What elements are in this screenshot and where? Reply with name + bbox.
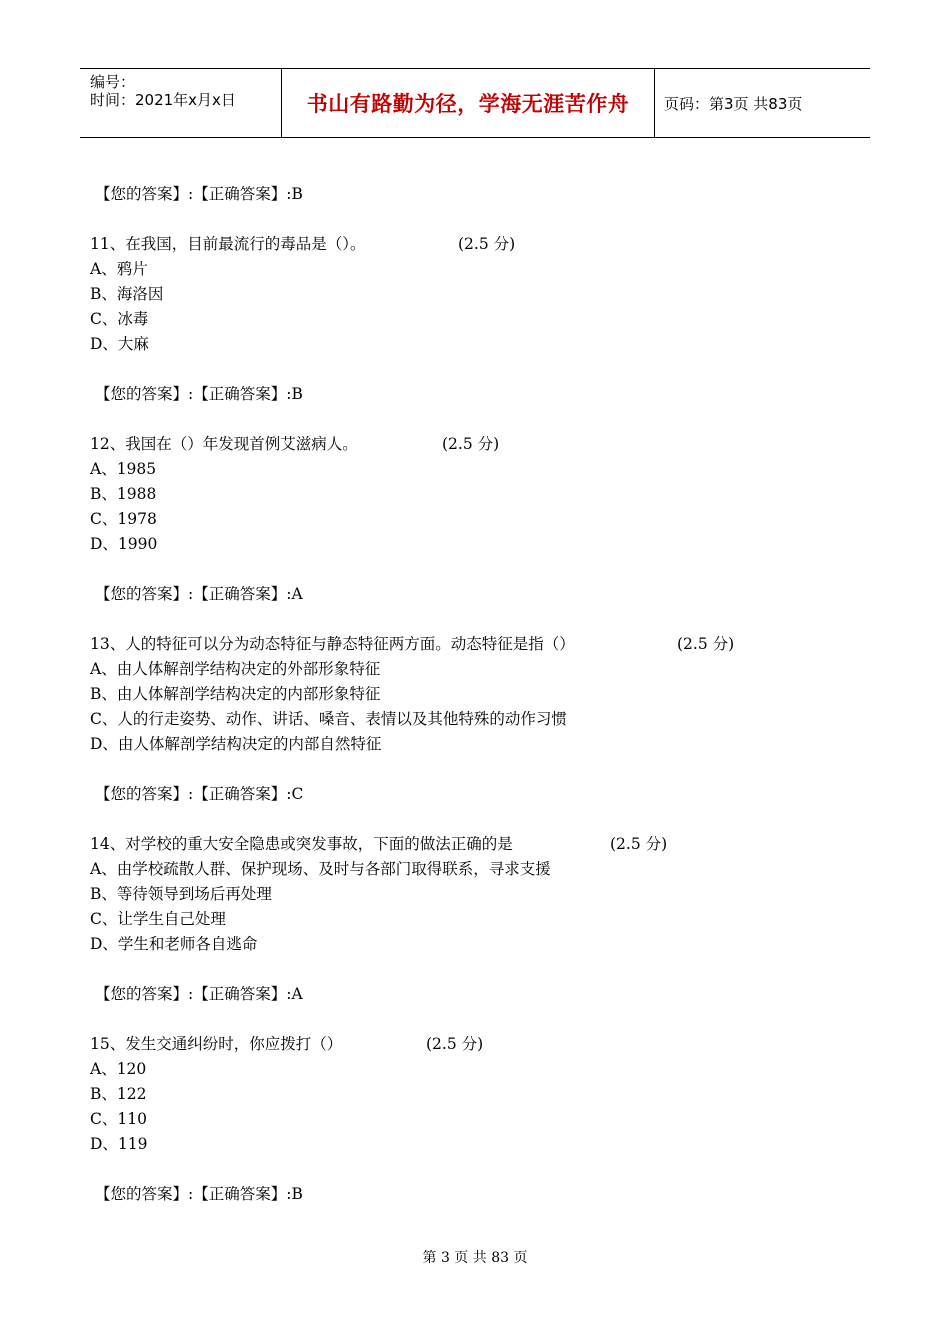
option-item: B、122 <box>90 1085 147 1103</box>
answer-line: 【您的答案】:【正确答案】:C <box>95 785 304 803</box>
question-list <box>90 182 870 1207</box>
question-text: 12、我国在（）年发现首例艾滋病人。 <box>90 435 358 453</box>
question-stem <box>90 1032 870 1057</box>
header-motto-cell <box>282 69 655 137</box>
page-header <box>80 68 870 138</box>
serial-number-label: 编号： <box>90 73 136 91</box>
option-item: A、120 <box>90 1060 147 1078</box>
option-item: A、由学校疏散人群、保护现场、及时与各部门取得联系，寻求支援 <box>90 860 551 878</box>
answer-line: 【您的答案】:【正确答案】:A <box>95 585 303 603</box>
question-stem <box>90 832 870 857</box>
option-item: C、冰毒 <box>90 310 149 328</box>
option-item: D、由人体解剖学结构决定的内部自然特征 <box>90 735 382 753</box>
footer-page-number: 第 3 页 共 83 页 <box>422 1250 528 1266</box>
answer-line: 【您的答案】:【正确答案】:A <box>95 985 303 1003</box>
page-info: 页码：第3页 共83页 <box>664 94 803 113</box>
question-text: 15、发生交通纠纷时，你应拨打（） <box>90 1035 343 1053</box>
option-item: B、等待领导到场后再处理 <box>90 885 272 903</box>
question-score: (2.5 分) <box>610 835 668 853</box>
question-text: 11、在我国，目前最流行的毒品是（）。 <box>90 235 366 253</box>
question-stem <box>90 232 870 257</box>
date-line: 时间：2021年x月x日 <box>90 91 236 109</box>
option-item: D、119 <box>90 1135 148 1153</box>
answer-line: 【您的答案】:【正确答案】:B <box>95 385 303 403</box>
answer-line: 【您的答案】:【正确答案】:B <box>95 1185 303 1203</box>
question-score: (2.5 分) <box>677 635 735 653</box>
option-item: C、人的行走姿势、动作、讲话、嗓音、表情以及其他特殊的动作习惯 <box>90 710 567 728</box>
option-item: B、1988 <box>90 485 157 503</box>
option-item: D、大麻 <box>90 335 149 353</box>
option-item: D、学生和老师各自逃命 <box>90 935 258 953</box>
question-stem <box>90 432 870 457</box>
option-item: C、1978 <box>90 510 157 528</box>
option-item: A、鸦片 <box>90 260 148 278</box>
question-score: (2.5 分) <box>458 235 516 253</box>
answer-line: 【您的答案】:【正确答案】:B <box>95 185 303 203</box>
option-item: B、海洛因 <box>90 285 164 303</box>
option-item: A、由人体解剖学结构决定的外部形象特征 <box>90 660 381 678</box>
question-score: (2.5 分) <box>426 1035 484 1053</box>
question-text: 13、人的特征可以分为动态特征与静态特征两方面。动态特征是指（） <box>90 635 575 653</box>
question-stem <box>90 632 870 657</box>
option-item: B、由人体解剖学结构决定的内部形象特征 <box>90 685 381 703</box>
option-item: C、让学生自己处理 <box>90 910 226 928</box>
header-page-cell <box>656 69 870 137</box>
option-item: A、1985 <box>90 460 157 478</box>
option-item: D、1990 <box>90 535 158 553</box>
question-text: 14、对学校的重大安全隐患或突发事故，下面的做法正确的是 <box>90 835 513 853</box>
motto-text: 书山有路勤为径，学海无涯苦作舟 <box>306 92 630 116</box>
header-info-cell <box>80 69 282 137</box>
page-footer <box>0 1247 950 1267</box>
question-score: (2.5 分) <box>442 435 500 453</box>
option-item: C、110 <box>90 1110 147 1128</box>
